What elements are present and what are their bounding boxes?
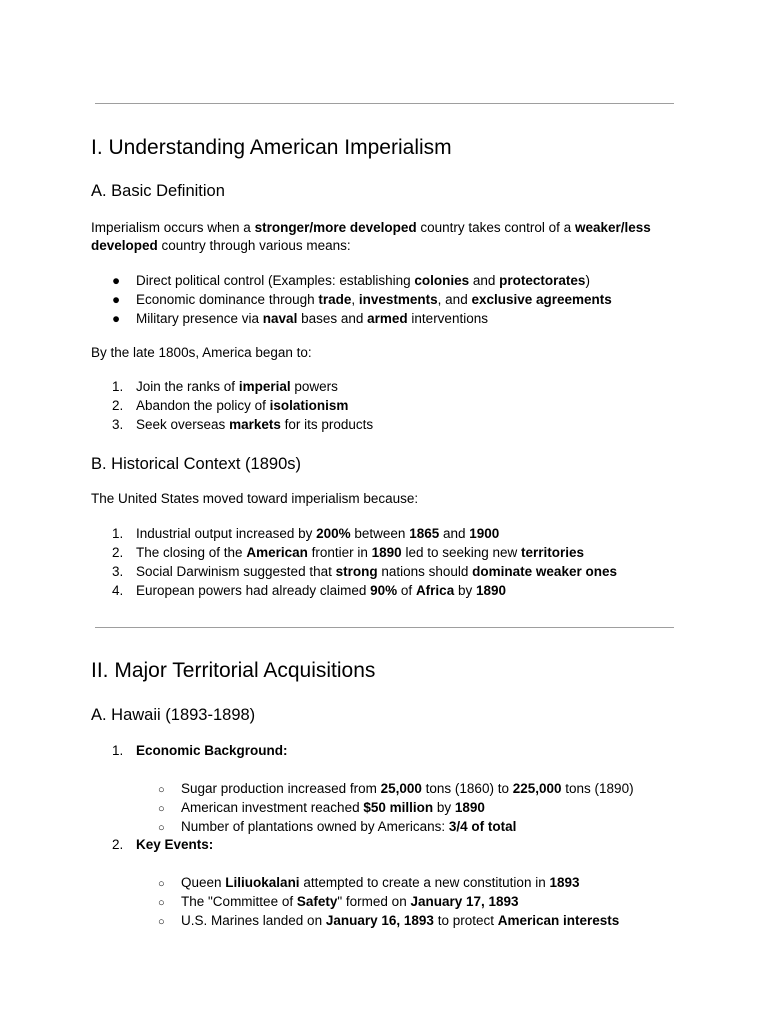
bold-text: naval <box>262 311 298 326</box>
bold-text: 1890 <box>454 800 485 815</box>
list-item: Queen Liliuokalani attempted to create a new constitution in 1893 <box>181 875 580 890</box>
list-item: The "Committee of Safety" formed on January 17, 1893 <box>181 894 519 909</box>
bold-text: territories <box>521 545 585 560</box>
number-marker: 1. <box>112 743 124 758</box>
circle-marker: ○ <box>158 878 165 890</box>
circle-marker: ○ <box>158 803 165 815</box>
number-marker: 4. <box>112 583 124 598</box>
bold-text: weaker/less developed <box>91 220 651 253</box>
list-item: The closing of the American frontier in 1890 led to seeking new territories <box>136 545 585 560</box>
bullet-marker: ● <box>112 292 121 307</box>
circle-marker: ○ <box>158 897 165 909</box>
bold-text: 1865 <box>409 526 440 541</box>
bold-text: stronger/more developed <box>254 220 417 235</box>
bold-text: American <box>246 545 308 560</box>
bold-text: investments <box>358 292 438 307</box>
circle-marker: ○ <box>158 822 165 834</box>
bold-text: isolationism <box>269 398 349 413</box>
bold-text: 3/4 of total <box>448 819 517 834</box>
list-item: Direct political control (Examples: establishing colonies and protectorates) <box>136 273 590 288</box>
list-item: Number of plantations owned by Americans: 3/4 of total <box>181 819 517 834</box>
number-marker: 2. <box>112 837 124 852</box>
list-item-heading: Key Events: <box>136 837 214 852</box>
bold-text: imperial <box>238 379 291 394</box>
bold-text: 225,000 <box>512 781 562 796</box>
number-marker: 3. <box>112 564 124 579</box>
number-marker: 2. <box>112 545 124 560</box>
bold-text: 1900 <box>469 526 500 541</box>
bold-text: $50 million <box>363 800 434 815</box>
bold-text: trade <box>318 292 352 307</box>
definition-paragraph: Imperialism occurs when a stronger/more developed country takes control of a weaker/less developed country through various means: <box>91 220 651 253</box>
section-2-heading: II. Major Territorial Acquisitions <box>91 659 376 682</box>
bold-text: colonies <box>414 273 470 288</box>
divider <box>95 103 674 104</box>
bold-text: dominate weaker ones <box>472 564 617 579</box>
bold-text: protectorates <box>499 273 586 288</box>
bold-text: January 16, 1893 <box>325 913 434 928</box>
list-item: Sugar production increased from 25,000 tons (1860) to 225,000 tons (1890) <box>181 781 634 796</box>
bold-text: 90% <box>370 583 398 598</box>
late-1800s-paragraph: By the late 1800s, America began to: <box>91 345 312 360</box>
bold-text: 1890 <box>371 545 402 560</box>
list-item: Military presence via naval bases and armed interventions <box>136 311 488 326</box>
list-item-heading: Economic Background: <box>136 743 288 758</box>
number-marker: 3. <box>112 417 124 432</box>
bold-text: armed <box>367 311 408 326</box>
number-marker: 1. <box>112 379 124 394</box>
bullet-marker: ● <box>112 273 121 288</box>
number-marker: 1. <box>112 526 124 541</box>
list-item: Social Darwinism suggested that strong nations should dominate weaker ones <box>136 564 617 579</box>
divider <box>95 627 674 628</box>
list-item: European powers had already claimed 90% of Africa by 1890 <box>136 583 507 598</box>
list-item: Industrial output increased by 200% between 1865 and 1900 <box>136 526 500 541</box>
bold-text: American interests <box>497 913 620 928</box>
circle-marker: ○ <box>158 784 165 796</box>
bold-text: 1893 <box>549 875 580 890</box>
section-1-heading: I. Understanding American Imperialism <box>91 136 452 159</box>
list-item: Seek overseas markets for its products <box>136 417 374 432</box>
bold-text: exclusive agreements <box>471 292 612 307</box>
section-2a-heading: A. Hawaii (1893-1898) <box>91 706 256 724</box>
bold-text: 25,000 <box>380 781 422 796</box>
bullet-marker: ● <box>112 311 121 326</box>
bold-text: Liliuokalani <box>225 875 300 890</box>
bold-text: January 17, 1893 <box>410 894 519 909</box>
bold-text: markets <box>229 417 281 432</box>
bold-text: 1890 <box>475 583 507 598</box>
section-1b-heading: B. Historical Context (1890s) <box>91 455 301 473</box>
bold-text: Safety <box>296 894 338 909</box>
context-paragraph: The United States moved toward imperialism because: <box>91 491 419 506</box>
list-item: Abandon the policy of isolationism <box>136 398 349 413</box>
circle-marker: ○ <box>158 916 165 928</box>
list-item: Join the ranks of imperial powers <box>136 379 338 394</box>
bold-text: Africa <box>415 583 455 598</box>
list-item: American investment reached $50 million by 1890 <box>181 800 485 815</box>
number-marker: 2. <box>112 398 124 413</box>
list-item: Economic dominance through trade, investments, and exclusive agreements <box>136 292 612 307</box>
section-1a-heading: A. Basic Definition <box>91 182 225 200</box>
bold-text: 200% <box>316 526 351 541</box>
bold-text: strong <box>335 564 378 579</box>
list-item: U.S. Marines landed on January 16, 1893 to protect American interests <box>181 913 620 928</box>
